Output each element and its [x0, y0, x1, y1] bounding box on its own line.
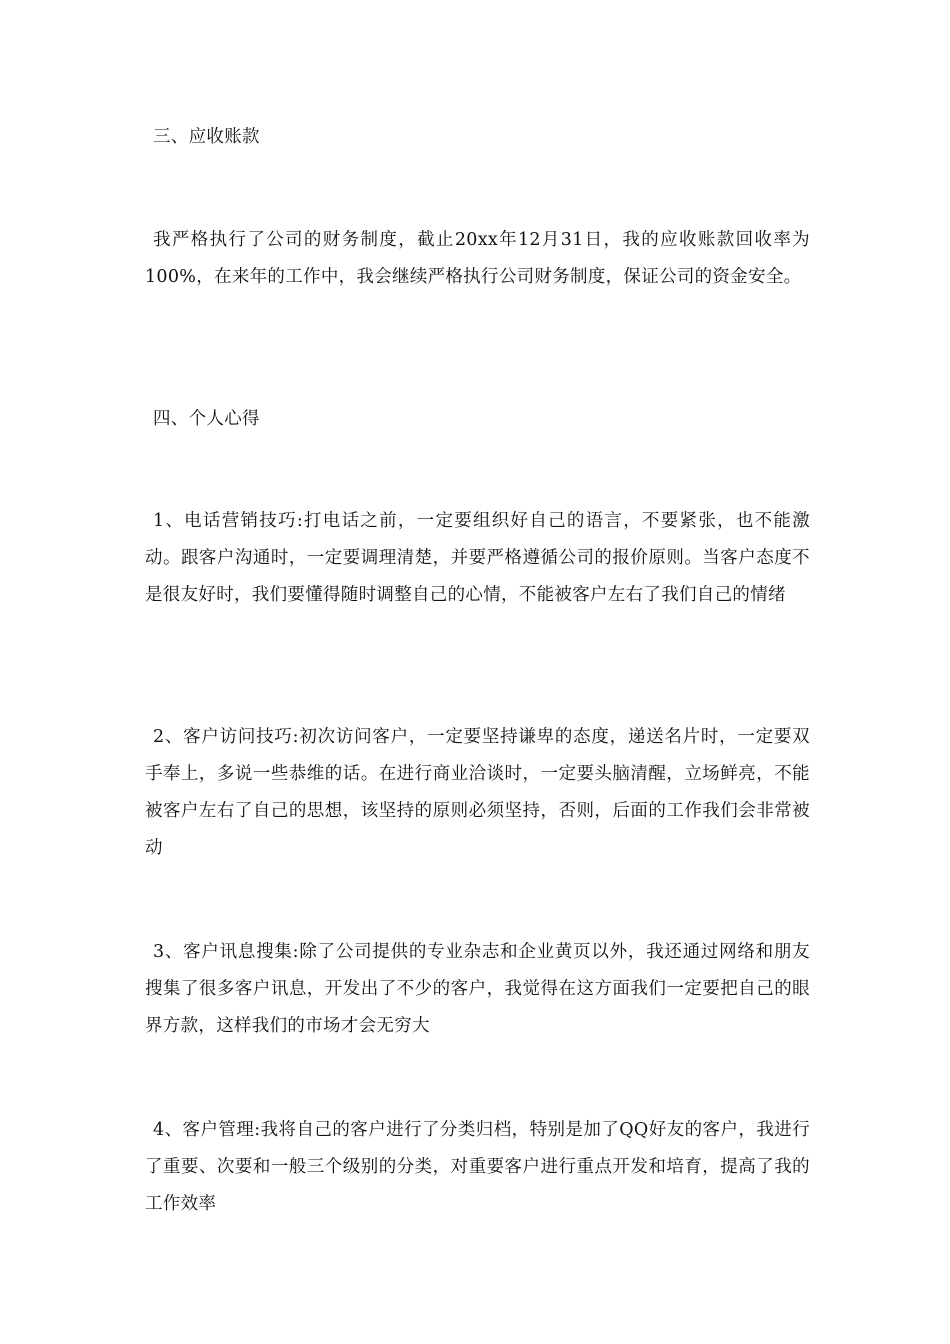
paragraph-accounts-receivable: 我严格执行了公司的财务制度，截止20xx年12月31日，我的应收账款回收率为100%，在来年的工作中，我会继续严格执行公司财务制度，保证公司的资金安全。 — [145, 230, 810, 287]
paragraph-client-management: 4、客户管理:我将自己的客户进行了分类归档，特别是加了QQ好友的客户，我进行了重要、次要和一般三个级别的分类，对重要客户进行重点开发和培育，提高了我的工作效率 — [145, 1120, 810, 1214]
section-heading-accounts-receivable: 三、应收账款 — [153, 127, 260, 147]
paragraph-client-visit-tips: 2、客户访问技巧:初次访问客户，一定要坚持谦卑的态度，递送名片时，一定要双手奉上，多说一些恭维的话。在进行商业洽谈时，一定要头脑清醒，立场鲜亮，不能被客户左右了自己的思想，该坚持的原则必须坚持，否则，后面的工作我们会非常被动 — [145, 727, 810, 858]
paragraph-client-info-collection: 3、客户讯息搜集:除了公司提供的专业杂志和企业黄页以外，我还通过网络和朋友搜集了很多客户讯息，开发出了不少的客户，我觉得在这方面我们一定要把自己的眼界方款，这样我们的市场才会无穷大 — [145, 942, 810, 1036]
section-heading-personal-insights: 四、个人心得 — [153, 409, 260, 429]
paragraph-phone-marketing-tips: 1、电话营销技巧:打电话之前，一定要组织好自己的语言，不要紧张，也不能激动。跟客户沟通时，一定要调理清楚，并要严格遵循公司的报价原则。当客户态度不是很友好时，我们要懂得随时调整自己的心情，不能被客户左右了我们自己的情绪 — [145, 511, 810, 605]
